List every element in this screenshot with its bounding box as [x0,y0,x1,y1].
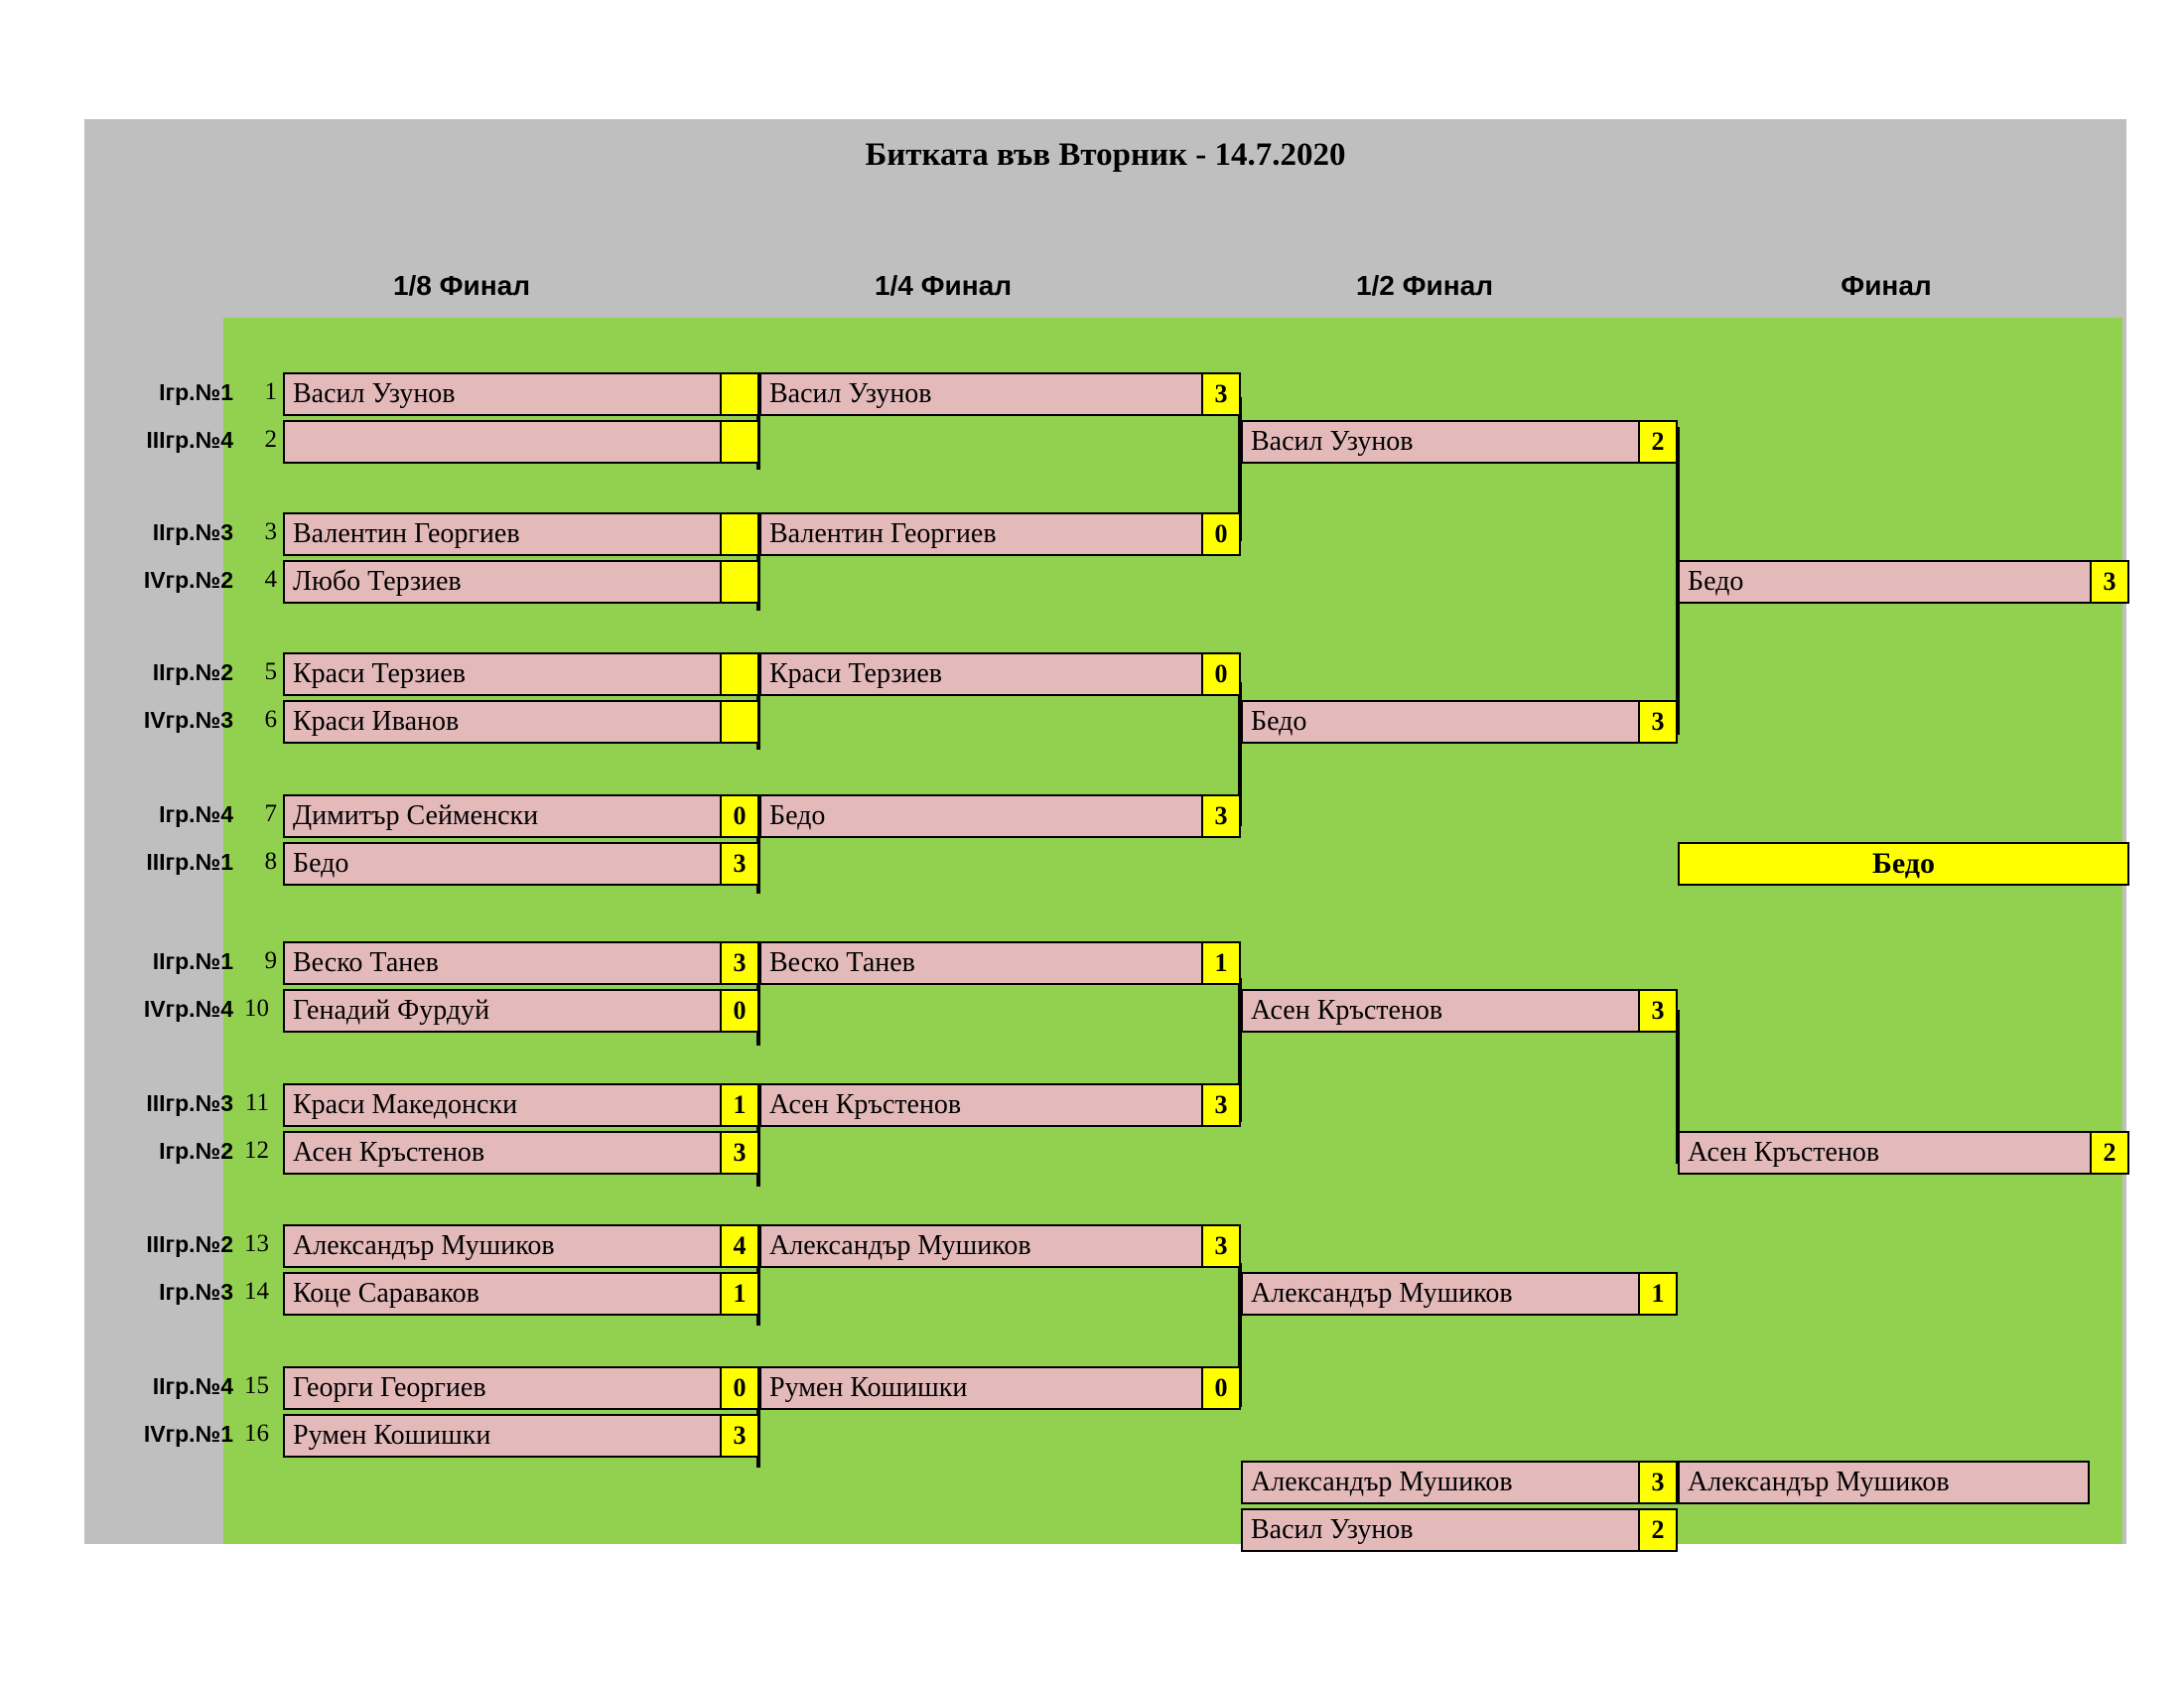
match-slot[interactable] [283,941,759,985]
match-slot[interactable] [283,512,759,556]
seed-number: 14 [244,1278,269,1305]
player-name: Краси Терзиев [293,658,467,689]
player-score: 3 [720,943,757,983]
match-slot[interactable] [759,652,1241,696]
match-slot[interactable] [759,1083,1241,1127]
group-label: IIгр.№1 [152,948,233,974]
match-slot[interactable] [283,1083,759,1127]
player-name: Бедо [1688,566,1744,597]
player-name: Васил Узунов [1251,426,1414,457]
player-score [720,562,757,602]
champion-box[interactable] [1678,842,2129,886]
match-slot[interactable] [1678,560,2129,604]
third-place-slot[interactable] [1241,1508,1678,1552]
match-slot[interactable] [759,372,1241,416]
group-label: IVгр.№3 [143,707,233,733]
third-place-winner[interactable] [1678,1461,2090,1504]
match-slot[interactable] [283,989,759,1033]
player-score: 3 [720,1416,757,1456]
round-header-4: Финал [1841,270,1932,301]
player-name [285,422,720,462]
player-name: Васил Узунов [1251,1514,1414,1545]
group-label: Iгр.№1 [159,379,233,405]
player-name: Димитър Сейменски [293,800,539,831]
player-score: 2 [1638,1510,1676,1550]
player-name: Краси Македонски [293,1089,518,1120]
player-name: Веско Танев [769,947,915,978]
player-name: Веско Танев [293,947,439,978]
round-header-2: 1/4 Финал [874,270,1013,301]
seed-number: 15 [244,1372,269,1399]
bracket-field [223,318,2122,1544]
seed-number: 8 [264,848,277,875]
group-label: IIIгр.№3 [146,1090,233,1116]
player-name: Бедо [293,848,349,879]
player-name: Валентин Георгиев [769,518,997,549]
player-score: 3 [1201,1226,1239,1266]
player-name: Александър Мушиков [1251,1278,1513,1309]
player-score: 3 [1201,796,1239,836]
seed-number: 16 [244,1420,269,1447]
round-header-1: 1/8 Финал [392,270,531,301]
seed-number: 12 [244,1137,269,1164]
player-score: 3 [720,844,757,884]
player-name: Александър Мушиков [293,1230,555,1261]
group-label: IIгр.№2 [152,659,233,685]
player-score [720,422,757,462]
player-score [720,374,757,414]
match-slot[interactable] [759,1224,1241,1268]
match-slot[interactable] [759,1366,1241,1410]
player-name: Васил Узунов [293,378,456,409]
seed-number: 1 [264,378,277,405]
player-score: 3 [1201,1085,1239,1125]
page-title: Битката във Вторник - 14.7.2020 [865,137,1346,173]
seed-number: 13 [244,1230,269,1257]
player-score [720,654,757,694]
match-slot[interactable] [1241,1272,1678,1316]
match-slot[interactable] [283,794,759,838]
player-name: Коце Сараваков [293,1278,479,1309]
player-name: Александър Мушиков [769,1230,1031,1261]
group-label: IVгр.№2 [143,567,233,593]
player-name: Румен Кошишки [293,1420,491,1451]
player-score [720,702,757,742]
group-label: IIгр.№4 [152,1373,233,1399]
group-label: IVгр.№4 [143,996,233,1022]
player-score: 1 [1201,943,1239,983]
seed-number: 11 [244,1089,269,1116]
group-label: IVгр.№1 [143,1421,233,1447]
player-name: Асен Кръстенов [293,1137,485,1168]
third-place-slot[interactable] [1241,1461,1678,1504]
match-slot[interactable] [1678,1131,2129,1175]
player-score: 0 [1201,1368,1239,1408]
player-name: Асен Кръстенов [1251,995,1443,1026]
player-score: 3 [2090,562,2127,602]
player-name: Васил Узунов [769,378,932,409]
match-slot[interactable] [759,794,1241,838]
champion-name: Бедо [1872,847,1935,880]
match-slot[interactable] [1241,989,1678,1033]
match-slot[interactable] [283,1272,759,1316]
player-score: 0 [720,991,757,1031]
seed-number: 7 [264,800,277,827]
player-name: Георги Георгиев [293,1372,486,1403]
group-label: IIгр.№3 [152,519,233,545]
match-slot[interactable] [283,1131,759,1175]
player-name: Краси Иванов [293,706,460,737]
match-slot[interactable] [283,1414,759,1458]
match-slot[interactable] [283,372,759,416]
player-name: Асен Кръстенов [1688,1137,1880,1168]
player-score: 3 [720,1133,757,1173]
seed-number: 2 [264,426,277,453]
seed-number: 4 [264,566,277,593]
player-name: Бедо [769,800,826,831]
round-header-3: 1/2 Финал [1355,270,1494,301]
group-label: IIIгр.№1 [146,849,233,875]
player-score: 2 [2090,1133,2127,1173]
player-name: Валентин Георгиев [293,518,520,549]
player-score: 4 [720,1226,757,1266]
player-name: Любо Терзиев [293,566,462,597]
seed-number: 3 [264,518,277,545]
player-score: 2 [1638,422,1676,462]
player-score: 0 [720,1368,757,1408]
seed-number: 6 [264,706,277,733]
group-label: IIIгр.№4 [146,427,233,453]
match-slot[interactable] [1241,700,1678,744]
player-score: 3 [1638,991,1676,1031]
player-score: 1 [720,1085,757,1125]
match-slot[interactable] [283,1224,759,1268]
player-score: 3 [1201,374,1239,414]
player-score: 0 [720,796,757,836]
player-score: 0 [1201,654,1239,694]
match-slot[interactable] [283,420,759,464]
match-slot[interactable] [283,652,759,696]
player-name: Асен Кръстенов [769,1089,962,1120]
match-slot[interactable] [283,560,759,604]
seed-number: 9 [264,947,277,974]
match-slot[interactable] [283,700,759,744]
match-slot[interactable] [283,842,759,886]
player-score: 3 [1638,702,1676,742]
player-name: Краси Терзиев [769,658,943,689]
group-label: Iгр.№4 [159,801,233,827]
group-label: Iгр.№2 [159,1138,233,1164]
match-slot[interactable] [759,512,1241,556]
player-name: Румен Кошишки [769,1372,968,1403]
player-score: 1 [1638,1274,1676,1314]
match-slot[interactable] [283,1366,759,1410]
player-score: 0 [1201,514,1239,554]
seed-number: 10 [244,995,269,1022]
player-score [720,514,757,554]
group-label: Iгр.№3 [159,1279,233,1305]
group-label: IIIгр.№2 [146,1231,233,1257]
player-name: Александър Мушиков [1251,1467,1513,1497]
player-name: Александър Мушиков [1688,1467,1950,1497]
match-slot[interactable] [1241,420,1678,464]
match-slot[interactable] [759,941,1241,985]
player-score: 3 [1638,1463,1676,1502]
player-score: 1 [720,1274,757,1314]
player-name: Генадий Фурдуй [293,995,490,1026]
seed-number: 5 [264,658,277,685]
player-name: Бедо [1251,706,1307,737]
